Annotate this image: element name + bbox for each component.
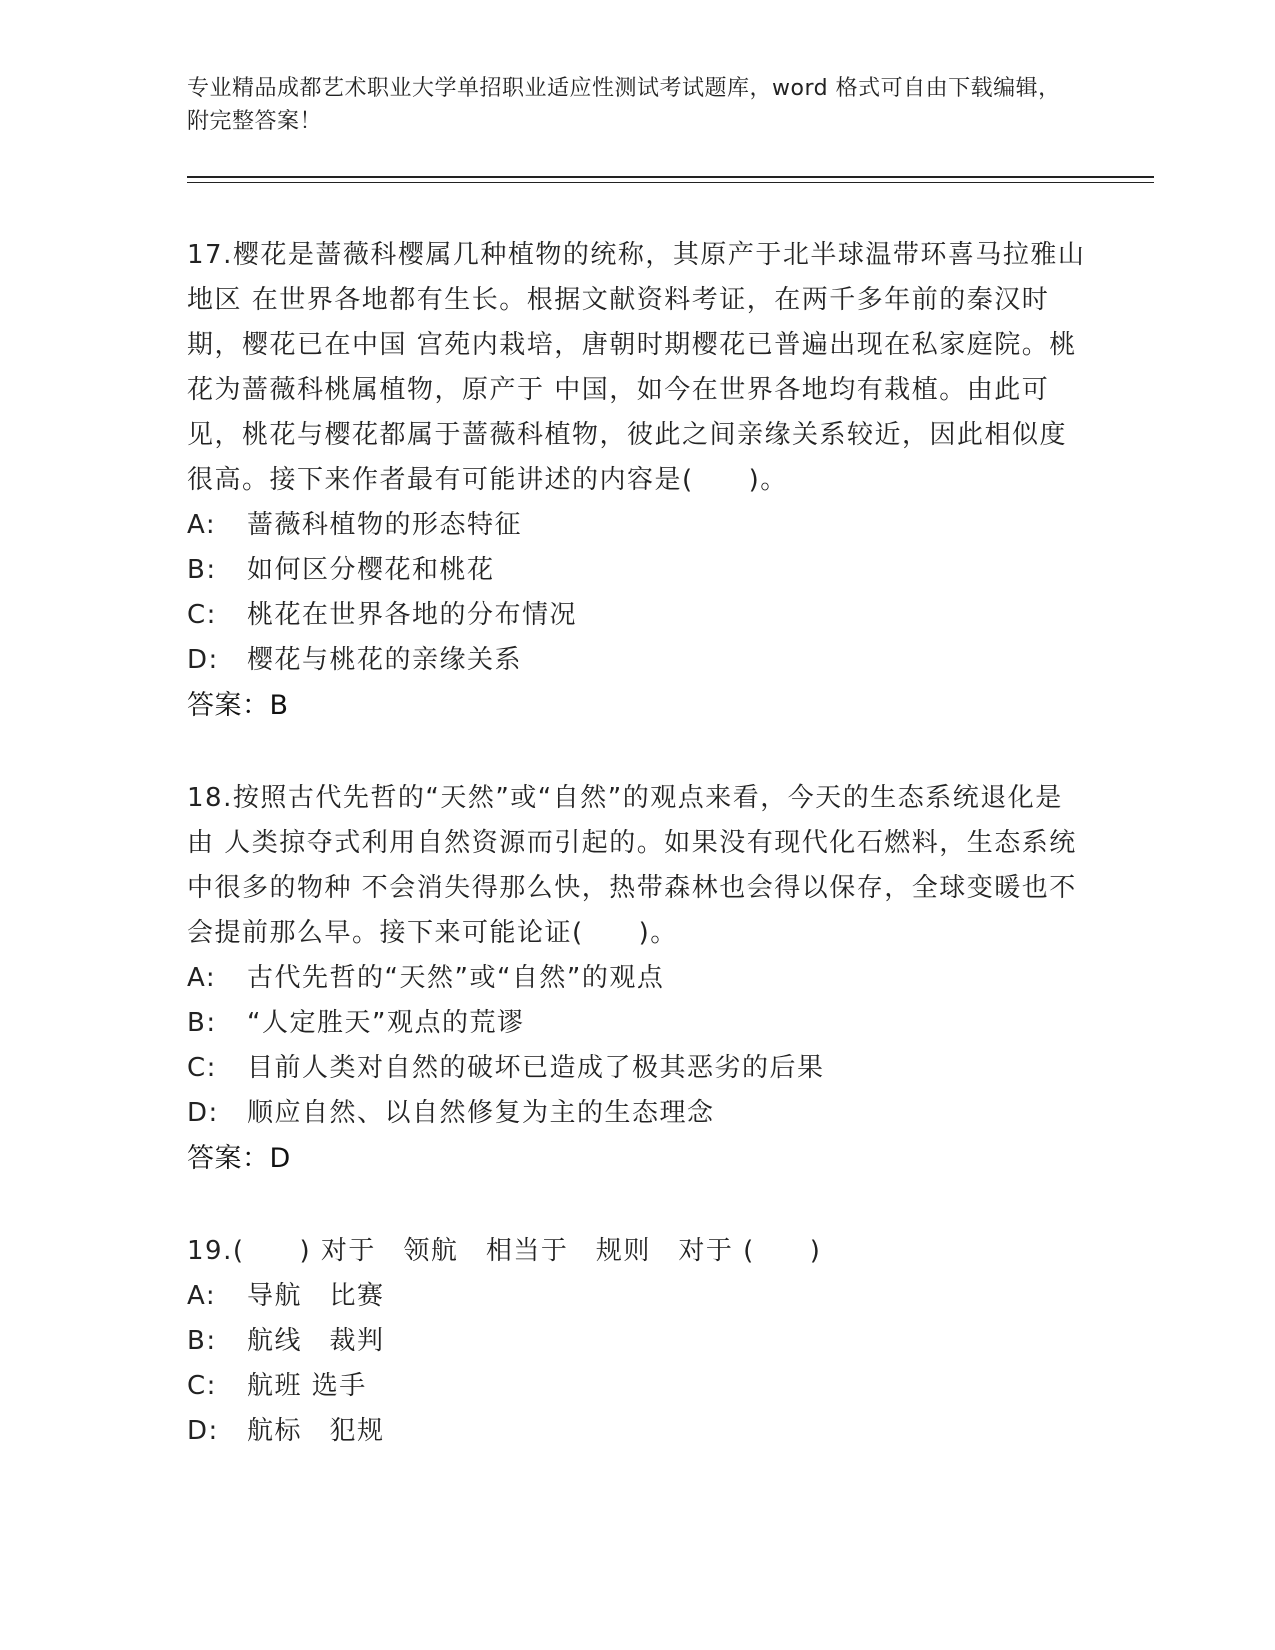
header-divider-thin: [187, 182, 1154, 183]
option-text: 航线 裁判: [247, 1326, 385, 1356]
question-17: [187, 233, 1087, 728]
option-d: [187, 638, 1087, 683]
question-stem: 18.按照古代先哲的“天然”或“自然”的观点来看，今天的生态系统退化是由 人类掠夺式利用自然资源而引起的。如果没有现代化石燃料，生态系统中很多的物种 不会消失得那么快，热带森林也会得以保存，全球变暖也不会提前那么早。接下来可能论证( )。: [187, 783, 1077, 948]
option-text: 导航 比赛: [247, 1281, 385, 1311]
option-c: [187, 1046, 1087, 1091]
option-text: 航标 犯规: [247, 1416, 385, 1446]
question-19: [187, 1229, 1087, 1454]
question-stem: 17.樱花是蔷薇科樱属几种植物的统称，其原产于北半球温带环喜马拉雅山地区 在世界各地都有生长。根据文献资料考证，在两千多年前的秦汉时期，樱花已在中国 宫苑内栽培，唐朝时期樱花已普遍出现在私家庭院。桃花为蔷薇科桃属植物，原产于 中国，如今在世界各地均有栽植。由此可见，桃花与樱花都属于蔷薇科植物，彼此之间亲缘关系较近，因此相似度很高。接下来作者最有可能讲述的内容是( )。: [187, 240, 1086, 495]
option-letter: C:: [187, 1371, 217, 1401]
option-text: 目前人类对自然的破坏已造成了极其恶劣的后果: [247, 1053, 825, 1083]
option-a: [187, 956, 1087, 1001]
option-letter: B:: [187, 555, 217, 585]
option-letter: D:: [187, 1098, 219, 1128]
option-letter: C:: [187, 600, 217, 630]
option-d: [187, 1091, 1087, 1136]
option-letter: A:: [187, 1281, 217, 1311]
option-c: [187, 1364, 1087, 1409]
option-letter: C:: [187, 1053, 217, 1083]
question-18: [187, 776, 1087, 1181]
option-b: [187, 1319, 1087, 1364]
option-text: 桃花在世界各地的分布情况: [247, 600, 578, 630]
option-letter: B:: [187, 1008, 217, 1038]
option-text: 顺应自然、以自然修复为主的生态理念: [247, 1098, 715, 1128]
option-text: 古代先哲的“天然”或“自然”的观点: [247, 963, 665, 993]
option-d: [187, 1409, 1087, 1454]
option-letter: A:: [187, 963, 217, 993]
document-header: 专业精品成都艺术职业大学单招职业适应性测试考试题库，word 格式可自由下载编辑，附完整答案！: [187, 76, 1061, 134]
option-text: 蔷薇科植物的形态特征: [247, 510, 523, 540]
option-text: 樱花与桃花的亲缘关系: [247, 645, 523, 675]
answer-line: 答案：D: [187, 1143, 291, 1174]
answer-line: 答案：B: [187, 690, 289, 721]
option-a: [187, 1274, 1087, 1319]
option-a: [187, 503, 1087, 548]
option-letter: D:: [187, 645, 219, 675]
header-divider-thick: [187, 176, 1154, 178]
option-text: 如何区分樱花和桃花: [247, 555, 495, 585]
question-list: [187, 233, 1087, 1502]
question-stem: 19.( ) 对于 领航 相当于 规则 对于 ( ): [187, 1236, 822, 1266]
option-letter: A:: [187, 510, 217, 540]
option-b: [187, 1001, 1087, 1046]
option-letter: B:: [187, 1326, 217, 1356]
option-text: 航班 选手: [247, 1371, 367, 1401]
option-b: [187, 548, 1087, 593]
option-text: “人定胜天”观点的荒谬: [247, 1008, 525, 1038]
option-c: [187, 593, 1087, 638]
option-letter: D:: [187, 1416, 219, 1446]
